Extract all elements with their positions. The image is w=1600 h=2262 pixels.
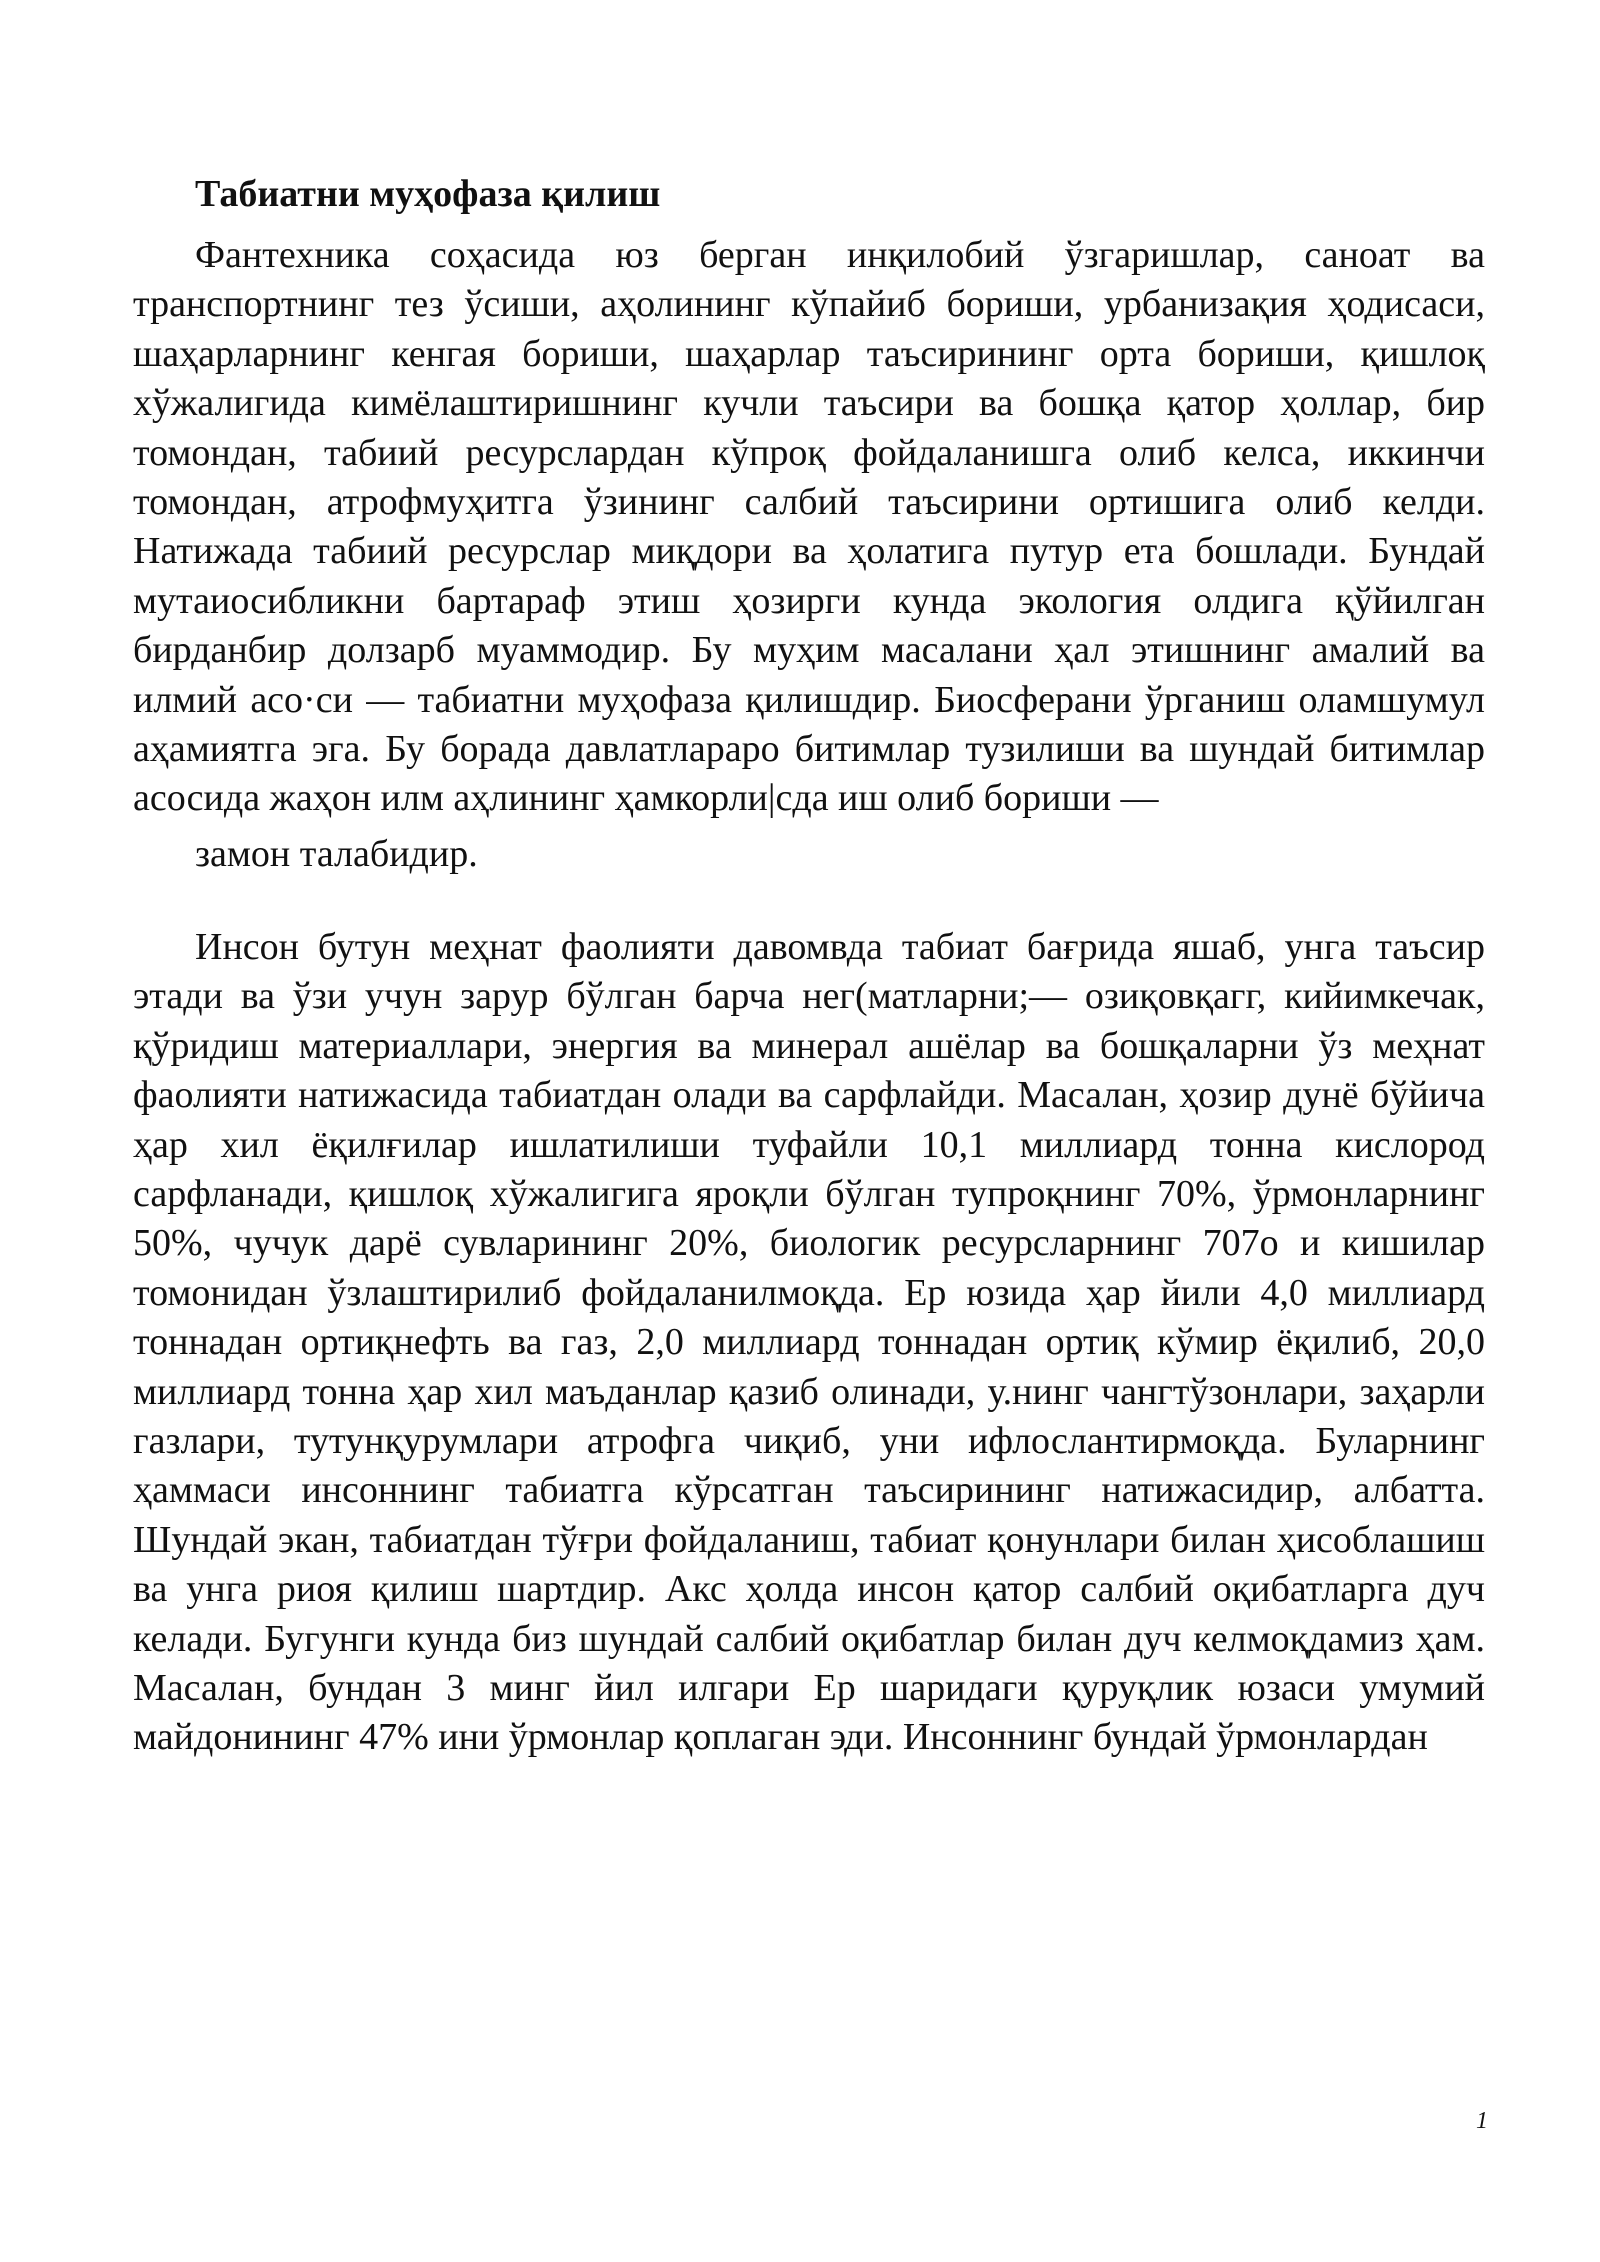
paragraph-1-ending: замон талабидир.	[195, 832, 478, 875]
document-title: Табиатни муҳофаза қилиш	[195, 173, 661, 215]
document-body	[133, 170, 1485, 1763]
paragraph-1: Фантехника соҳасида юз берган инқилобий ўзгаришлар, саноат ва транспортнинг тез ўсиши, аҳолининг кўпайиб бориши, урбанизақия ҳодисаси, шаҳарларнинг кенгая бориши, шаҳарлар таъсирининг орта бориши, қишлоқ хўжалигида кимёлаштиришнинг кучли таъсири ва бошқа қатор ҳоллар, бир томондан, табиий ресурслардан кўпроқ фойдаланишга олиб келса, иккинчи томондан, атрофмуҳитга ўзининг салбий таъсирини ортишига олиб келди. Натижада табиий ресурслар миқдори ва ҳолатига путур ета бошлади. Бундай мутаиосибликни бартараф этиш ҳозирги кунда экология олдига қўйилган бирданбир долзарб муаммодир. Бу муҳим масалани ҳал этишнинг амалий ва илмий асо·си — табиатни муҳофаза қилишдир. Биосферани ўрганиш оламшумул аҳамиятга эга. Бу борада давлатлараро битимлар тузилиши ва шундай битимлар асосида жаҳон илм аҳлининг ҳамкорли|сда иш олиб бориши —	[133, 234, 1485, 820]
paragraph-2: Инсон бутун меҳнат фаолияти давомвда табиат бағрида яшаб, унга таъсир этади ва ўзи учун зарур бўлган барча нег(матларни;— озиқовқагг, кийимкечак, қўридиш материаллари, энергия ва минерал ашёлар ва бошқаларни ўз меҳнат фаолияти натижасида табиатдан олади ва сарфлайди. Масалан, ҳозир дунё бўйича ҳар хил ёқилғилар ишлатилиши туфайли 10,1 миллиард тонна кислород сарфланади, қишлоқ хўжалигига яроқли бўлган тупроқнинг 70%, ўрмонларнинг 50%, чучук дарё сувларининг 20%, биологик ресурсларнинг 707о и кишилар томонидан ўзлаштирилиб фойдаланилмоқда. Ер юзида ҳар йили 4,0 миллиард тоннадан ортиқнефть ва газ, 2,0 миллиард тоннадан ортиқ кўмир ёқилиб, 20,0 миллиард тонна ҳар хил маъданлар қазиб олинади, у.нинг чангтўзонлари, заҳарли газлари, тутунқурумлари атрофга чиқиб, уни ифлослантирмоқда. Буларнинг ҳаммаси инсоннинг табиатга кўрсатган таъсирининг натижасидир, албатта. Шундай экан, табиатдан тўғри фойдаланиш, табиат қонунлари билан ҳисоблашиш ва унга риоя қилиш шартдир. Акс ҳолда инсон қатор салбий оқибатларга дуч келади. Бугунги кунда биз шундай салбий оқибатлар билан дуч келмоқдамиз ҳам. Масалан, бундан 3 минг йил илгари Ер шаридаги қуруқлик юзаси умумий майдонининг 47% ини ўрмонлар қоплаган эди. Инсоннинг бундай ўрмонлардан	[133, 925, 1485, 1759]
page-number: 1	[1476, 2108, 1488, 2134]
